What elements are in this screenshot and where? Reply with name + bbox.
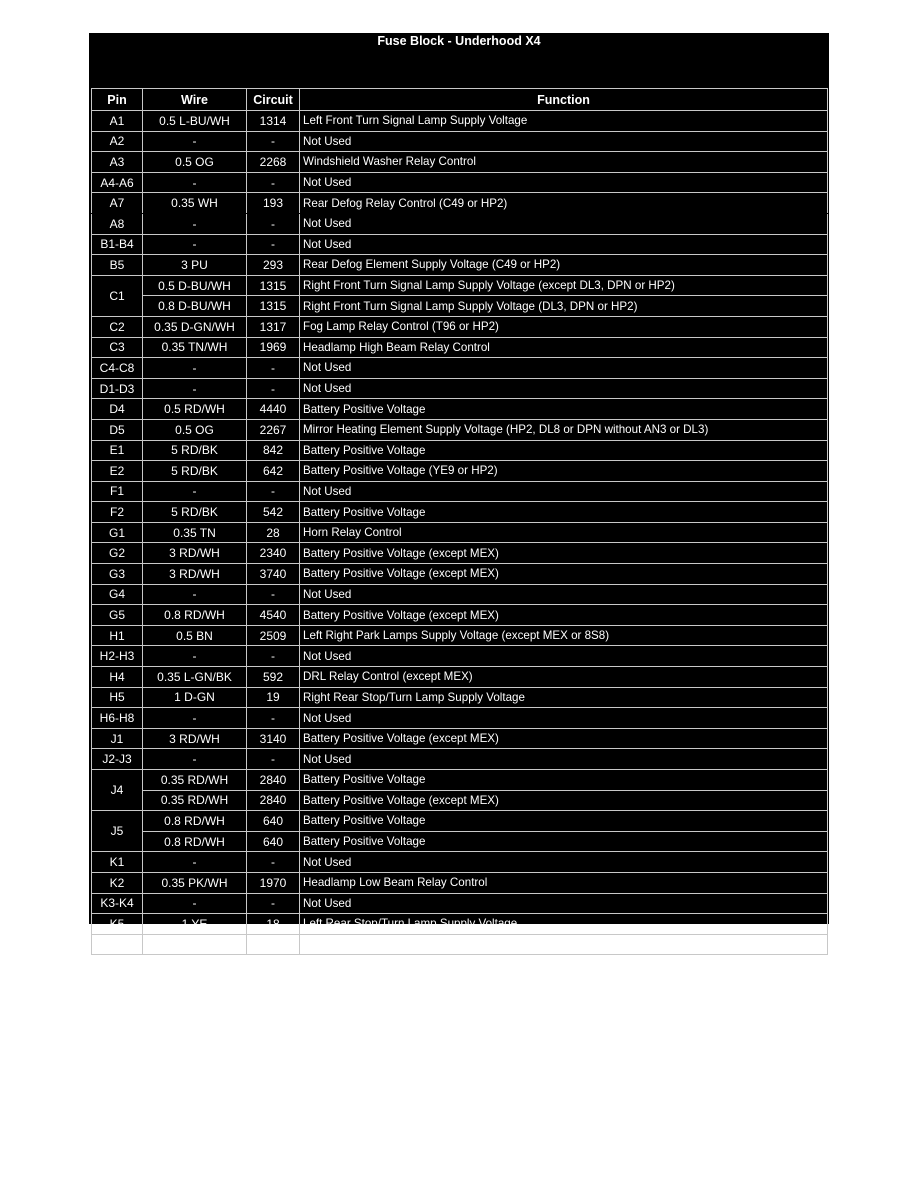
wire-cell: - <box>143 131 247 152</box>
pin-cell: K1 <box>92 852 143 873</box>
wire-cell: 3 RD/WH <box>143 564 247 585</box>
wire-cell: 0.5 RD/WH <box>143 399 247 420</box>
pin-cell: D1-D3 <box>92 378 143 399</box>
wire-cell: - <box>143 852 247 873</box>
pin-cell: E2 <box>92 461 143 482</box>
circuit-cell: - <box>247 378 300 399</box>
pin-cell: C2 <box>92 316 143 337</box>
wire-cell: - <box>143 481 247 502</box>
function-cell: Right Front Turn Signal Lamp Supply Voltage (DL3, DPN or HP2) <box>300 296 828 317</box>
pin-cell: C4-C8 <box>92 358 143 379</box>
pin-cell: J5 <box>92 811 143 852</box>
table-row <box>92 893 828 914</box>
function-cell: Fog Lamp Relay Control (T96 or HP2) <box>300 316 828 337</box>
function-cell: Not Used <box>300 378 828 399</box>
wire-cell: 5 RD/BK <box>143 440 247 461</box>
table-row <box>92 646 828 667</box>
function-cell: Battery Positive Voltage <box>300 440 828 461</box>
wire-cell: 0.35 L-GN/BK <box>143 667 247 688</box>
header-circuit: Circuit <box>247 89 300 111</box>
function-cell: Battery Positive Voltage (except MEX) <box>300 728 828 749</box>
circuit-cell: - <box>247 481 300 502</box>
circuit-cell: 2840 <box>247 790 300 811</box>
pin-cell: H5 <box>92 687 143 708</box>
table-row <box>92 502 828 523</box>
wire-cell: 0.35 WH <box>143 193 247 214</box>
circuit-cell: - <box>247 708 300 729</box>
table-row <box>92 749 828 770</box>
circuit-cell: 640 <box>247 831 300 852</box>
function-cell: Not Used <box>300 584 828 605</box>
table-row <box>92 378 828 399</box>
wire-cell: 3 RD/WH <box>143 728 247 749</box>
function-cell: Not Used <box>300 213 828 234</box>
circuit-cell: 1315 <box>247 275 300 296</box>
wire-cell: - <box>143 234 247 255</box>
wire-cell: 0.5 BN <box>143 625 247 646</box>
pin-cell: K3-K4 <box>92 893 143 914</box>
function-cell: Left Rear Stop/Turn Lamp Supply Voltage <box>300 914 828 935</box>
wire-cell: - <box>143 749 247 770</box>
function-cell: Not Used <box>300 172 828 193</box>
circuit-cell: 28 <box>247 522 300 543</box>
function-cell: Right Rear Stop/Turn Lamp Supply Voltage <box>300 687 828 708</box>
pin-cell: H1 <box>92 625 143 646</box>
function-cell: Not Used <box>300 646 828 667</box>
table-row <box>92 625 828 646</box>
document-title: Fuse Block - Underhood X4 <box>377 34 541 48</box>
pin-cell: J1 <box>92 728 143 749</box>
wire-cell: - <box>143 172 247 193</box>
wire-cell: 0.5 D-BU/WH <box>143 275 247 296</box>
function-cell: Battery Positive Voltage (except MEX) <box>300 790 828 811</box>
function-cell: Battery Positive Voltage (except MEX) <box>300 564 828 585</box>
wire-cell: - <box>143 708 247 729</box>
table-row <box>92 358 828 379</box>
function-cell: Left Front Turn Signal Lamp Supply Voltage <box>300 111 828 132</box>
wire-cell: 0.5 L-BU/WH <box>143 111 247 132</box>
table-row <box>92 687 828 708</box>
function-cell: Battery Positive Voltage <box>300 770 828 791</box>
circuit-cell: - <box>247 213 300 234</box>
wire-cell: - <box>143 893 247 914</box>
table-row <box>92 667 828 688</box>
pin-cell: D4 <box>92 399 143 420</box>
circuit-cell: 2840 <box>247 770 300 791</box>
wire-cell: 0.35 RD/WH <box>143 770 247 791</box>
function-cell: Not Used <box>300 708 828 729</box>
function-cell: Battery Positive Voltage <box>300 811 828 832</box>
pin-cell: H2-H3 <box>92 646 143 667</box>
wire-cell: 0.35 PK/WH <box>143 872 247 893</box>
pin-cell: B5 <box>92 255 143 276</box>
function-cell: Battery Positive Voltage (except MEX) <box>300 605 828 626</box>
function-cell: Not Used <box>300 234 828 255</box>
circuit-cell: - <box>247 358 300 379</box>
circuit-cell: - <box>247 234 300 255</box>
pin-cell: H6-H8 <box>92 708 143 729</box>
wire-cell: 0.8 RD/WH <box>143 811 247 832</box>
pin-cell: C3 <box>92 337 143 358</box>
wire-cell: 5 RD/BK <box>143 502 247 523</box>
table-row <box>92 193 828 214</box>
function-cell: Battery Positive Voltage (except MEX) <box>300 543 828 564</box>
function-cell: Not Used <box>300 934 828 955</box>
table-row <box>92 255 828 276</box>
circuit-cell: 1317 <box>247 316 300 337</box>
pin-cell: B1-B4 <box>92 234 143 255</box>
pin-cell: G3 <box>92 564 143 585</box>
pin-cell: H4 <box>92 667 143 688</box>
pin-cell: D5 <box>92 419 143 440</box>
table-row <box>92 934 828 955</box>
function-cell: Horn Relay Control <box>300 522 828 543</box>
circuit-cell: - <box>247 852 300 873</box>
wire-cell: - <box>143 646 247 667</box>
circuit-cell: - <box>247 131 300 152</box>
pin-cell: C1 <box>92 275 143 316</box>
circuit-cell: 3740 <box>247 564 300 585</box>
circuit-cell: 18 <box>247 914 300 935</box>
pin-cell: J4 <box>92 770 143 811</box>
pin-table <box>91 88 828 955</box>
table-row <box>92 872 828 893</box>
circuit-cell: 640 <box>247 811 300 832</box>
wire-cell: 0.35 D-GN/WH <box>143 316 247 337</box>
circuit-cell: - <box>247 646 300 667</box>
table-row <box>92 543 828 564</box>
table-row <box>92 440 828 461</box>
pin-cell: K6-K8 <box>92 934 143 955</box>
header-wire: Wire <box>143 89 247 111</box>
table-row <box>92 213 828 234</box>
table-row <box>92 522 828 543</box>
wire-cell: 0.5 OG <box>143 419 247 440</box>
pin-cell: J2-J3 <box>92 749 143 770</box>
table-row <box>92 296 828 317</box>
function-cell: Not Used <box>300 893 828 914</box>
pin-cell: A3 <box>92 152 143 173</box>
circuit-cell: 1970 <box>247 872 300 893</box>
table-header <box>92 89 828 111</box>
wire-cell: - <box>143 934 247 955</box>
header-pin: Pin <box>92 89 143 111</box>
circuit-cell: 642 <box>247 461 300 482</box>
pin-cell: F1 <box>92 481 143 502</box>
circuit-cell: - <box>247 172 300 193</box>
circuit-cell: 1315 <box>247 296 300 317</box>
function-cell: Not Used <box>300 852 828 873</box>
table-row <box>92 131 828 152</box>
table-row <box>92 728 828 749</box>
table-row <box>92 790 828 811</box>
wire-cell: 0.8 RD/WH <box>143 605 247 626</box>
table-row <box>92 831 828 852</box>
wire-cell: 0.8 D-BU/WH <box>143 296 247 317</box>
function-cell: Battery Positive Voltage (YE9 or HP2) <box>300 461 828 482</box>
circuit-cell: - <box>247 584 300 605</box>
function-cell: Rear Defog Relay Control (C49 or HP2) <box>300 193 828 214</box>
pin-cell: G5 <box>92 605 143 626</box>
wire-cell: 0.35 RD/WH <box>143 790 247 811</box>
table-row <box>92 111 828 132</box>
function-cell: Not Used <box>300 481 828 502</box>
circuit-cell: 4440 <box>247 399 300 420</box>
pin-cell: E1 <box>92 440 143 461</box>
table-row <box>92 275 828 296</box>
circuit-cell: - <box>247 893 300 914</box>
wire-cell: - <box>143 213 247 234</box>
function-cell: DRL Relay Control (except MEX) <box>300 667 828 688</box>
function-cell: Mirror Heating Element Supply Voltage (HP2, DL8 or DPN without AN3 or DL3) <box>300 419 828 440</box>
pin-cell: A7 <box>92 193 143 214</box>
table-row <box>92 461 828 482</box>
table-row <box>92 708 828 729</box>
table-row <box>92 811 828 832</box>
table-row <box>92 914 828 935</box>
circuit-cell: 2267 <box>247 419 300 440</box>
pin-cell: A4-A6 <box>92 172 143 193</box>
circuit-cell: 19 <box>247 687 300 708</box>
pin-cell: K5 <box>92 914 143 935</box>
function-cell: Battery Positive Voltage <box>300 502 828 523</box>
pin-cell: A8 <box>92 213 143 234</box>
circuit-cell: 2340 <box>247 543 300 564</box>
table-row <box>92 399 828 420</box>
circuit-cell: 293 <box>247 255 300 276</box>
function-cell: Not Used <box>300 358 828 379</box>
circuit-cell: 3140 <box>247 728 300 749</box>
circuit-cell: 542 <box>247 502 300 523</box>
wire-cell: - <box>143 358 247 379</box>
circuit-cell: - <box>247 749 300 770</box>
wire-cell: 3 PU <box>143 255 247 276</box>
table-body <box>92 111 828 955</box>
wire-cell: 3 RD/WH <box>143 543 247 564</box>
table-row <box>92 419 828 440</box>
fuse-block-document <box>89 33 829 952</box>
wire-cell: 0.5 OG <box>143 152 247 173</box>
table-row <box>92 605 828 626</box>
wire-cell: 1 YE <box>143 914 247 935</box>
table-row <box>92 481 828 502</box>
pin-cell: A2 <box>92 131 143 152</box>
wire-cell: 0.8 RD/WH <box>143 831 247 852</box>
function-cell: Not Used <box>300 749 828 770</box>
function-cell: Headlamp High Beam Relay Control <box>300 337 828 358</box>
table-row <box>92 770 828 791</box>
function-cell: Windshield Washer Relay Control <box>300 152 828 173</box>
circuit-cell: 842 <box>247 440 300 461</box>
table-row <box>92 152 828 173</box>
function-cell: Left Right Park Lamps Supply Voltage (except MEX or 8S8) <box>300 625 828 646</box>
table-row <box>92 852 828 873</box>
circuit-cell: 1314 <box>247 111 300 132</box>
circuit-cell: 1969 <box>247 337 300 358</box>
pin-cell: G4 <box>92 584 143 605</box>
table-row <box>92 564 828 585</box>
table-row <box>92 337 828 358</box>
function-cell: Rear Defog Element Supply Voltage (C49 or HP2) <box>300 255 828 276</box>
pin-cell: A1 <box>92 111 143 132</box>
table-row <box>92 584 828 605</box>
header-function: Function <box>300 89 828 111</box>
function-cell: Not Used <box>300 131 828 152</box>
pin-cell: K2 <box>92 872 143 893</box>
circuit-cell: 2509 <box>247 625 300 646</box>
circuit-cell: 4540 <box>247 605 300 626</box>
function-cell: Right Front Turn Signal Lamp Supply Voltage (except DL3, DPN or HP2) <box>300 275 828 296</box>
function-cell: Battery Positive Voltage <box>300 399 828 420</box>
wire-cell: 0.35 TN <box>143 522 247 543</box>
header-row <box>92 89 828 111</box>
pin-cell: G1 <box>92 522 143 543</box>
wire-cell: 5 RD/BK <box>143 461 247 482</box>
function-cell: Battery Positive Voltage <box>300 831 828 852</box>
wire-cell: - <box>143 378 247 399</box>
function-cell: Headlamp Low Beam Relay Control <box>300 872 828 893</box>
wire-cell: 0.35 TN/WH <box>143 337 247 358</box>
wire-cell: 1 D-GN <box>143 687 247 708</box>
circuit-cell: 592 <box>247 667 300 688</box>
circuit-cell: 2268 <box>247 152 300 173</box>
table-row <box>92 316 828 337</box>
circuit-cell: 193 <box>247 193 300 214</box>
circuit-cell: - <box>247 934 300 955</box>
pin-cell: F2 <box>92 502 143 523</box>
table-row <box>92 172 828 193</box>
pin-cell: G2 <box>92 543 143 564</box>
wire-cell: - <box>143 584 247 605</box>
table-row <box>92 234 828 255</box>
